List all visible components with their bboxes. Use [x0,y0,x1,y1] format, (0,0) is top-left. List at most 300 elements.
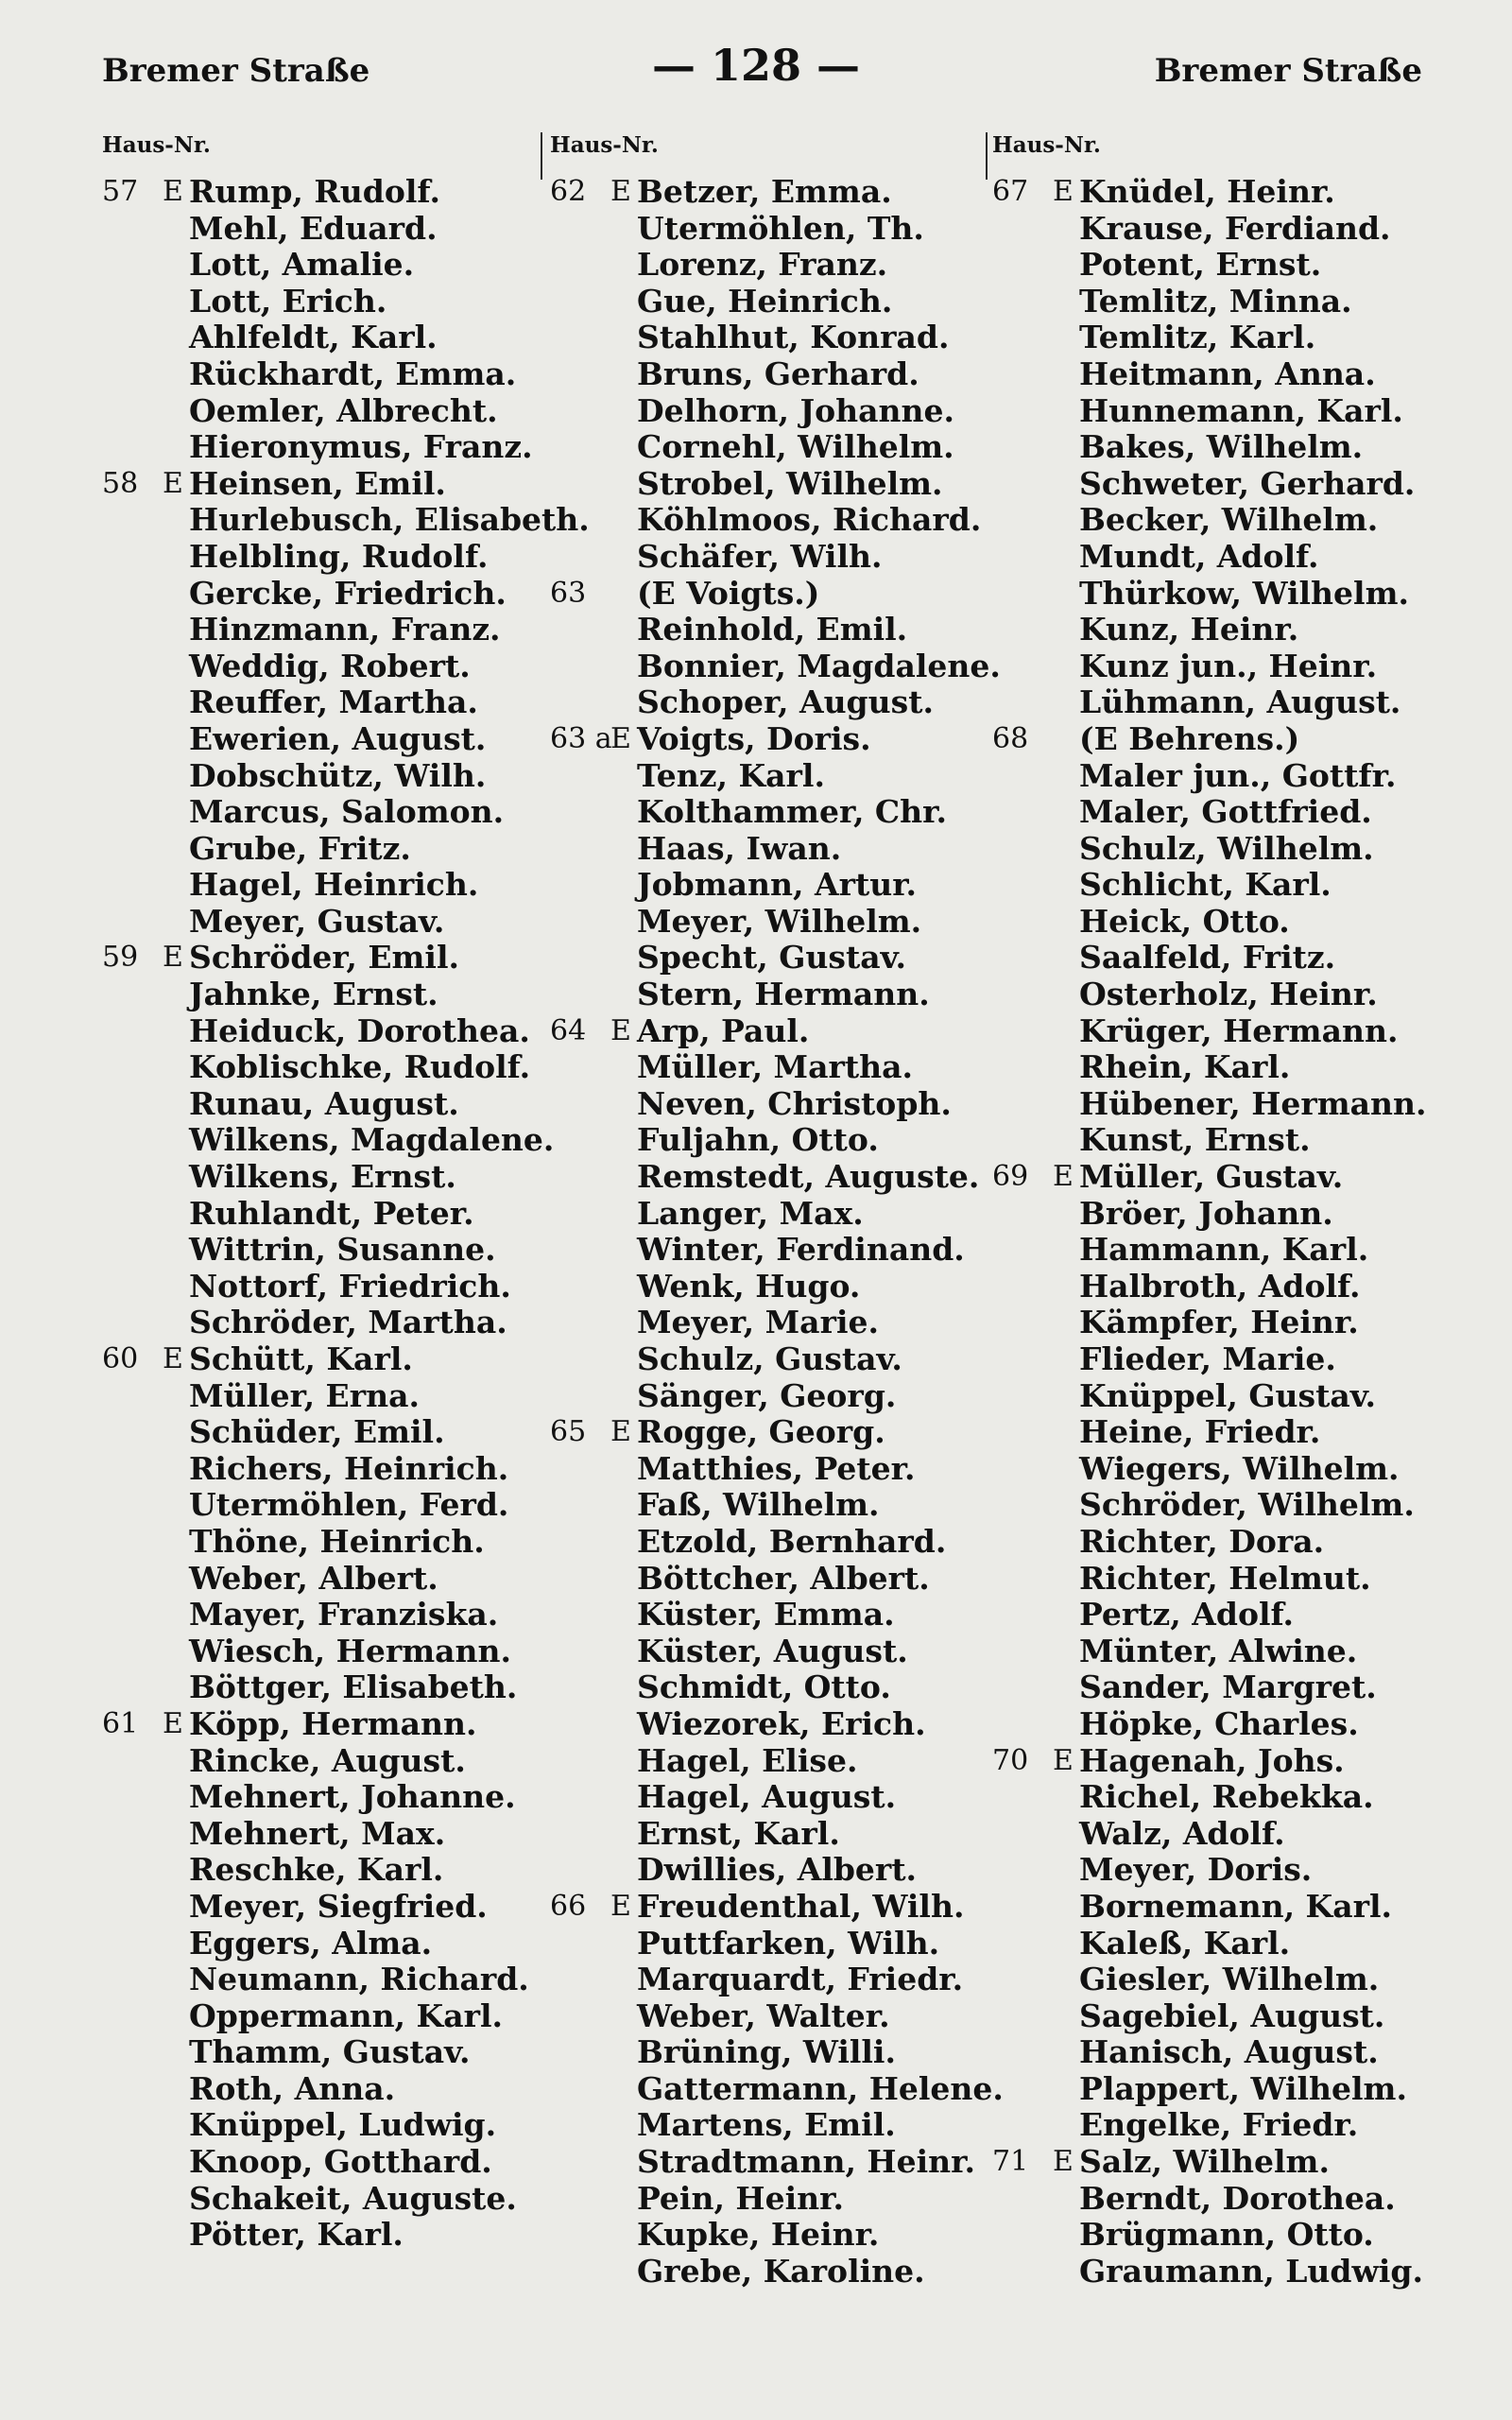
resident-name: Koblischke, Rudolf. [189,1048,531,1086]
resident-name: Dobschütz, Wilh. [189,756,487,794]
owner-marker [1053,2217,1079,2254]
directory-entry [992,1889,1465,1926]
directory-entry [992,1962,1465,1998]
resident-name: Jahnke, Ernst. [189,976,438,1013]
directory-entry [102,2107,532,2144]
resident-name: Hagel, August. [637,1778,897,1816]
directory-entry [550,1779,994,1816]
resident-name: Puttfarken, Wilh. [637,1924,940,1962]
owner-marker [1053,2181,1079,2218]
directory-entry [992,1049,1465,1086]
resident-name: Meyer, Marie. [637,1304,879,1341]
directory-entry [992,356,1465,393]
house-number [550,2254,610,2290]
owner-marker [163,429,189,466]
owner-marker [1053,831,1079,868]
directory-entry [992,1779,1465,1816]
house-number [102,2144,163,2181]
directory-entry [992,612,1465,648]
owner-marker: E [1053,175,1074,208]
directory-entry [102,1779,532,1816]
directory-entry [992,2107,1465,2144]
owner-marker [1053,794,1079,831]
directory-entry [992,1524,1465,1561]
owner-marker [163,1378,189,1415]
column-3 [992,132,1465,2290]
resident-name: Reuffer, Martha. [189,683,478,721]
resident-name: Bruns, Gerhard. [637,354,919,392]
owner-marker [163,904,189,941]
directory-entry [992,1269,1465,1305]
resident-name: Richers, Heinrich. [189,1449,509,1487]
house-number [550,1086,610,1123]
owner-marker: E [610,1889,631,1923]
house-number [550,502,610,539]
resident-name: Temlitz, Minna. [1079,282,1352,320]
directory-entry [102,904,532,941]
resident-name: Köhlmoos, Richard. [637,501,982,539]
house-number [550,1159,610,1196]
owner-marker [1053,1779,1079,1816]
resident-name: Richel, Rebekka. [1079,1778,1374,1816]
owner-marker [610,831,637,868]
resident-name: Heitmann, Anna. [1079,354,1376,392]
owner-marker [1053,1049,1079,1086]
house-number [992,1597,1053,1634]
owner-marker: E [163,466,183,500]
house-number: 71 [992,2145,1029,2179]
house-number [992,1414,1053,1451]
resident-name: Mundt, Adolf. [1079,537,1319,575]
house-number [992,612,1053,648]
resident-name: Nottorf, Friedrich. [189,1267,511,1305]
directory-entry [102,2217,532,2254]
resident-name: Gattermann, Helene. [637,2069,1004,2107]
house-number [992,1305,1053,1341]
house-number: 67 [992,175,1029,208]
resident-name: Grebe, Karoline. [637,2252,925,2290]
resident-name: Ewerien, August. [189,719,487,757]
house-number [102,758,163,795]
resident-name: Lott, Erich. [189,282,387,320]
directory-entry [550,247,994,284]
house-number [992,2181,1053,2218]
directory-entry [102,2144,532,2181]
directory-entry [102,1378,532,1415]
owner-marker [163,1926,189,1962]
owner-marker [163,758,189,795]
owner-marker [610,1669,637,1706]
owner-marker: E [610,1013,631,1047]
resident-name: Sagebiel, August. [1079,1996,1385,2034]
house-number [992,977,1053,1013]
directory-entry [102,2071,532,2108]
resident-name: Schulz, Gustav. [637,1340,902,1377]
resident-name: Kunst, Ernst. [1079,1121,1311,1159]
resident-name: Hurlebusch, Elisabeth. [189,501,590,539]
directory-entry [992,867,1465,904]
owner-marker [1053,393,1079,430]
resident-name: Rincke, August. [189,1741,466,1779]
house-number [102,1889,163,1926]
owner-marker [1053,1451,1079,1488]
directory-entry [550,320,994,356]
directory-entry [550,1743,994,1780]
directory-entry [550,1341,994,1378]
directory-entry [102,977,532,1013]
resident-name: Kolthammer, Chr. [637,793,948,831]
owner-marker [163,1122,189,1159]
directory-entry [102,1597,532,1634]
directory-entry [102,1889,532,1926]
resident-name: Krüger, Hermann. [1079,1011,1399,1049]
resident-name: Heine, Friedr. [1079,1413,1321,1451]
resident-name: Meyer, Doris. [1079,1851,1313,1889]
owner-marker [610,940,637,977]
resident-name: (E Voigts.) [637,574,820,612]
directory-entry [992,2071,1465,2108]
owner-marker [163,831,189,868]
directory-entry [992,1926,1465,1962]
directory-entry [550,502,994,539]
owner-marker [1053,2071,1079,2108]
house-number: 57 [102,175,139,208]
resident-name: Schlicht, Karl. [1079,866,1332,904]
owner-marker: E [1053,1160,1074,1194]
house-number [550,1669,610,1706]
house-number [992,2034,1053,2071]
owner-marker [163,211,189,248]
resident-name: Langer, Max. [637,1194,864,1232]
owner-marker [1053,284,1079,320]
directory-entry [102,794,532,831]
resident-name: Bakes, Wilhelm. [1079,428,1364,466]
resident-name: Küster, August. [637,1632,908,1669]
owner-marker [163,2034,189,2071]
owner-marker [1053,977,1079,1013]
running-header-right: Bremer Straße [1154,52,1422,90]
directory-entry [550,1889,994,1926]
directory-entry [550,1816,994,1853]
resident-name: Sander, Margret. [1079,1668,1377,1706]
owner-marker [610,320,637,356]
house-number [102,831,163,868]
owner-marker [163,612,189,648]
house-number [550,2034,610,2071]
house-number [102,1086,163,1123]
resident-name: Kunz jun., Heinr. [1079,647,1378,684]
house-number [102,1634,163,1670]
house-number [102,1962,163,1998]
owner-marker [1053,1305,1079,1341]
house-number [992,1889,1053,1926]
house-number [550,247,610,284]
house-number [992,1962,1053,1998]
directory-entry [102,356,532,393]
house-number [550,940,610,977]
owner-marker [610,1998,637,2035]
resident-name: Halbroth, Adolf. [1079,1267,1361,1305]
resident-name: Hanisch, August. [1079,2033,1379,2071]
directory-entry [992,576,1465,613]
house-number [102,539,163,576]
resident-name: Heick, Otto. [1079,902,1290,940]
house-number [992,794,1053,831]
directory-entry [550,1305,994,1341]
owner-marker [163,1998,189,2035]
house-number [550,466,610,503]
house-number [550,867,610,904]
house-number [550,1451,610,1488]
directory-entry [102,211,532,248]
house-number [550,1998,610,2035]
resident-name: Gercke, Friedrich. [189,574,507,612]
owner-marker [610,1341,637,1378]
house-number: 64 [550,1013,587,1047]
house-number [550,2181,610,2218]
owner-marker [610,2254,637,2290]
resident-name: Grube, Fritz. [189,829,411,867]
directory-entry [550,1706,994,1743]
directory-entry [992,1706,1465,1743]
owner-marker [1053,1852,1079,1889]
directory-entry [102,576,532,613]
owner-marker: E [163,1342,183,1375]
resident-name: Sänger, Georg. [637,1376,897,1414]
directory-entry [992,1998,1465,2035]
house-number [102,2071,163,2108]
owner-marker [1053,1561,1079,1598]
house-number [550,2107,610,2144]
house-number [992,393,1053,430]
directory-entry [992,466,1465,503]
owner-marker [610,794,637,831]
resident-name: Tenz, Karl. [637,756,825,794]
resident-name: Temlitz, Karl. [1079,319,1316,356]
house-number [992,1269,1053,1305]
resident-name: Schröder, Emil. [189,939,459,977]
resident-name: Weddig, Robert. [189,647,471,684]
owner-marker [163,1196,189,1233]
directory-entry [550,356,994,393]
owner-marker [163,1487,189,1524]
resident-name: Strobel, Wilhelm. [637,464,943,502]
directory-entry [992,1816,1465,1853]
resident-name: Kaleß, Karl. [1079,1924,1291,1962]
directory-entry [550,1524,994,1561]
directory-entry [992,1232,1465,1269]
owner-marker [163,977,189,1013]
directory-entry [992,211,1465,248]
directory-entry [102,1305,532,1341]
directory-entry [992,1669,1465,1706]
resident-name: Knüppel, Ludwig. [189,2106,497,2144]
directory-entry [550,758,994,795]
house-number [992,1926,1053,1962]
owner-marker [610,1122,637,1159]
directory-entry [102,1049,532,1086]
resident-name: Schröder, Martha. [189,1304,507,1341]
house-number [992,684,1053,721]
directory-entry [102,1634,532,1670]
resident-name: Pertz, Adolf. [1079,1596,1295,1634]
house-number [550,612,610,648]
owner-marker [610,1524,637,1561]
house-number [102,284,163,320]
resident-name: Stahlhut, Konrad. [637,319,950,356]
owner-marker [1053,466,1079,503]
owner-marker [610,247,637,284]
directory-entry [102,320,532,356]
directory-entry [102,2181,532,2218]
resident-name: Freudenthal, Wilh. [637,1887,965,1925]
house-number [550,539,610,576]
house-number [550,1926,610,1962]
owner-marker [163,2144,189,2181]
resident-name: Helbling, Rudolf. [189,537,489,575]
directory-entry [102,1743,532,1780]
house-number [550,1816,610,1853]
owner-marker [1053,2254,1079,2290]
house-number [102,612,163,648]
owner-marker [610,612,637,648]
owner-marker [163,1451,189,1488]
house-number [102,1561,163,1598]
house-number [550,1232,610,1269]
resident-name: Matthies, Peter. [637,1449,916,1487]
directory-entry [550,1269,994,1305]
house-number [102,1816,163,1853]
directory-entry [102,648,532,685]
owner-marker [610,502,637,539]
house-number [992,1049,1053,1086]
directory-entry [102,940,532,977]
owner-marker [163,1962,189,1998]
house-number [550,2217,610,2254]
directory-entry [102,1269,532,1305]
house-number: 61 [102,1706,139,1740]
directory-entry [550,2181,994,2218]
house-number [550,1487,610,1524]
owner-marker [1053,320,1079,356]
owner-marker [610,1816,637,1853]
directory-entry [550,2069,1004,2108]
owner-marker [1053,356,1079,393]
resident-name: Hagenah, Johs. [1079,1741,1345,1779]
owner-marker [610,1487,637,1524]
resident-name: Heiduck, Dorothea. [189,1011,530,1049]
directory-entry [550,1049,994,1086]
owner-marker [1053,502,1079,539]
house-number [102,356,163,393]
house-number: 68 [992,721,1029,755]
resident-name: Utermöhlen, Th. [637,209,924,247]
resident-name: Küster, Emma. [637,1596,895,1634]
directory-entry [550,1086,994,1123]
directory-entry [992,1597,1465,1634]
owner-marker [610,1706,637,1743]
resident-name: Schäfer, Wilh. [637,537,883,575]
resident-name: Arp, Paul. [637,1011,810,1049]
owner-marker [610,1743,637,1780]
directory-entry [102,1121,555,1159]
owner-marker [163,1889,189,1926]
directory-entry [102,1816,532,1853]
house-number [550,1269,610,1305]
house-number [550,1597,610,1634]
resident-name: Thürkow, Wilhelm. [1079,574,1409,612]
directory-entry [550,1561,994,1598]
resident-name: Maler jun., Gottfr. [1079,756,1397,794]
directory-entry [550,2034,994,2071]
directory-entry [992,2217,1465,2254]
house-number [102,1451,163,1488]
resident-name: Salz, Wilhelm. [1079,2143,1330,2181]
house-number [550,1378,610,1415]
house-number [550,977,610,1013]
owner-marker [1053,1341,1079,1378]
directory-entry [550,684,994,721]
owner-marker [610,1852,637,1889]
resident-name: Remstedt, Auguste. [637,1158,980,1196]
resident-name: Wiezorek, Erich. [637,1704,926,1742]
directory-entry [550,2254,994,2290]
directory-entry [550,1852,994,1889]
house-number [992,576,1053,613]
house-number [102,1159,163,1196]
resident-name: Richter, Dora. [1079,1522,1325,1560]
directory-entry [550,1196,994,1233]
house-number [550,1634,610,1670]
owner-marker [610,1597,637,1634]
owner-marker [1053,1122,1079,1159]
column-heading: Haus-Nr. [550,132,659,158]
resident-name: Specht, Gustav. [637,939,906,977]
resident-name: Münter, Alwine. [1079,1632,1358,1669]
directory-entry [102,867,532,904]
house-number [102,721,163,758]
owner-marker [163,1597,189,1634]
directory-entry [550,831,994,868]
house-number [992,1706,1053,1743]
resident-name: Lorenz, Franz. [637,246,888,284]
house-number [102,1998,163,2035]
house-number [992,466,1053,503]
house-number [992,1634,1053,1670]
owner-marker [610,1232,637,1269]
owner-marker [163,794,189,831]
column-2 [550,132,1004,2290]
house-number [550,1305,610,1341]
house-number [102,1122,163,1159]
owner-marker [610,2071,637,2108]
owner-marker [610,1159,637,1196]
house-number [550,2071,610,2108]
directory-entry [550,466,994,503]
house-number [550,904,610,941]
owner-marker: E [163,941,183,975]
house-number [102,684,163,721]
owner-marker [163,247,189,284]
owner-marker [163,1634,189,1670]
owner-marker [1053,1232,1079,1269]
resident-name: Jobmann, Artur. [637,866,918,904]
resident-name: Hunnemann, Karl. [1079,391,1403,429]
resident-name: Reinhold, Emil. [637,611,908,648]
directory-entry [992,1487,1465,1524]
column-heading: Haus-Nr. [992,132,1101,158]
house-number [550,648,610,685]
